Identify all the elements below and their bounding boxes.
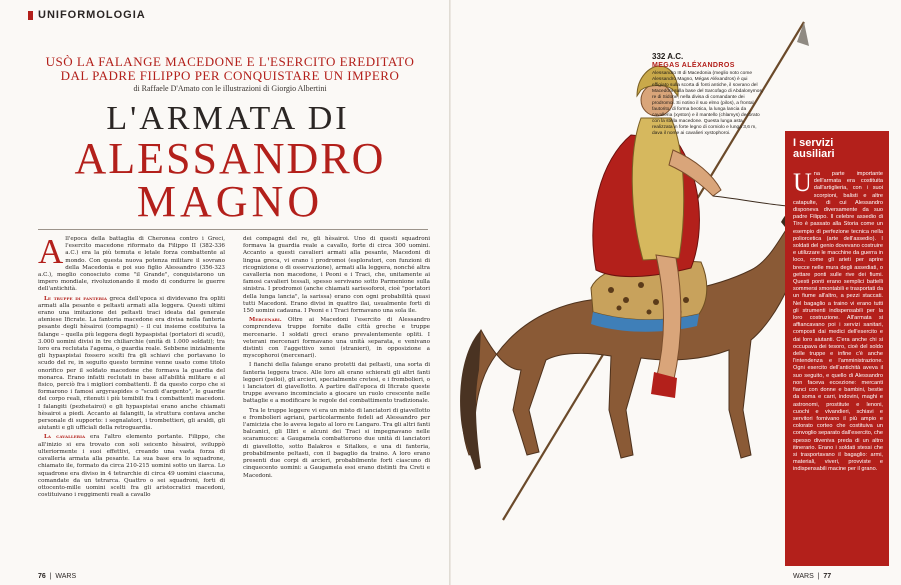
article-paragraph [38, 232, 225, 294]
sidebar-drop-cap: U [793, 168, 812, 197]
magazine-name-left: WARS [55, 573, 77, 580]
sidebar-title-line-2: ausiliari [793, 148, 835, 160]
sidebar-body [793, 168, 883, 474]
drop-cap: A [38, 232, 64, 271]
paragraph-lead: La cavalleria [44, 434, 86, 441]
title-line-3: MAGNO [136, 177, 324, 226]
article-text: ll'epoca della battaglia di Cheronea contro i Greci, l'esercito macedone riformato da Filippo II (382-336 a.C.) era la più temuta e letale forza combattente al mondo. Con questa nuova potenza militare il sovrano della Macedonia e poi suo figlio Alessandro (356-323 a.C.), meglio conosciuto come "il Grande", conquistarono un impero mondiale, rivoluzionando il modo di condurre le guerre dell'antichità. [38, 236, 225, 293]
title-divider [38, 229, 428, 230]
magazine-name-right: WARS [793, 573, 814, 580]
horse-tail-icon [460, 330, 481, 470]
paragraph-lead: Le truppe di fanteria [44, 295, 107, 302]
article-paragraph: I fianchi della falange erano protetti dai peltasti, una sorta di fanteria leggera trace. Alle loro ali erano schierati gli altri fanti leggeri (psiloi), gli arcieri, specialmente cretesi, e i frombolieri, o i lanciatori di giavellotto. A partire dall'epoca di Ificrate queste truppe avevano incominciato a giocare un ruolo crescente nelle battaglie e a modificare le regole del combattimento tradizionale. [243, 362, 430, 405]
caption-title: MEGAS ALÉXANDROS [652, 62, 735, 69]
paragraph-lead: Mercenari. [249, 317, 282, 324]
spear-tip-icon [797, 22, 809, 46]
article-paragraph [243, 317, 430, 360]
sidebar-title [793, 138, 889, 160]
article-paragraph [38, 296, 225, 433]
article-subtitle [30, 55, 430, 83]
illustration-caption [652, 52, 764, 137]
caption-date: 332 A.C. [652, 52, 684, 61]
title-line-2: ALESSANDRO [74, 134, 386, 183]
article-column-1 [38, 232, 225, 501]
article-paragraph: Tra le truppe leggere vi era un misto di lanciatori di giavellotto e frombolieri agriani, particolarmente fedeli ad Alessandro per l'amicizia che lo aveva legato al loro re Langaro. Tra gli altri fanti balcanici, gli Illiri e alcuni dei Traci si impegnavano nelle scaramucce: a Gaugamela combatterono due unità di lanciatori di giavellotto, sotto Balakros e Sitalkes, e una di fanteria, probabilmente peltasti, con il bagaglio da traino. A loro erano presenti due corpi di arcieri, probabilmente forti ciascuno di cinquecento uomini: a Gaugamela essi erano distinti fra Creti e Macedoni. [243, 407, 430, 479]
article-paragraph: dei compagni del re, gli hèsairoi. Uno di questi squadroni formava la guardia reale a cavallo, forte di circa 300 uomini. Accanto a questi cavalieri armati alla pesante, Macedoni di lingua greca, vi erano i prodromoi (esploratori, con funzioni di ricognizione o di osservazione), armati alla leggera, nonché altra cavalleria non macedone, i Peoni e i Traci, che, unitamente ai famosi cavalieri tessali, spesso servivano sotto Parmenione sulla sinistra. I prodromoi (anche chiamati sarissoforoi, cioè "portatori della lunga lancia", la sarissa) erano con ogni probabilità quasi tutti Macedoni. Erano divisi in quattro ilai, usualmente forti di 150 uomini cadauna. I Peoni e i Traci formavano una sola ile. [243, 236, 430, 315]
sidebar-title-line-1: I servizi [793, 137, 834, 149]
folio-right: WARS | 77 [793, 573, 832, 580]
folio-left: 76 | WARS [38, 573, 77, 580]
title-line-1: L'ARMATA DI [106, 100, 350, 137]
section-tag: UNIFORMOLOGIA [38, 9, 146, 21]
caption-text: Alessandro III di Macedonia (meglio noto come Alessandro Magno, Mégas Aléxandros) è qui effigiato sulla scorta di fonti antiche, il sovrano del Macedoni sulla base del Sarcofago di Abdalonymos, re di Sidone, nella divisa di comandante dei prodromoi. Si notino il suo elmo (pilos), a frontal fautorito, di forma beotica, la lunga lancia da cavalleria (xyston) e il mantello (chlamys) decorato con la stella macedone. Questa lunga asta, realizzata in forte legno di corniolo e lunga 3,6 m, dava il nome ai cavalieri xystophoroi. [652, 71, 764, 136]
article-paragraph [38, 434, 225, 499]
page-number-left: 76 [38, 573, 46, 580]
article-text: Oltre ai Macedoni l'esercito di Alessandro comprendeva truppe fornite dalle città greche e truppe mercenarie. I soldati greci erano prevalentemente opliti. I veterani mercenari formavano una unità separata, e venivano distinti con l'aggettivo xenoi (stranieri), in opposizione a myscophoroi (mercenari). [243, 317, 430, 360]
subtitle-line-2: DAL PADRE FILIPPO PER CONQUISTARE UN IMPERO [60, 68, 400, 83]
sidebar-box [785, 131, 889, 566]
byline: di Raffaele D'Amato con le illustrazioni di Giorgio Albertini [133, 84, 327, 93]
subtitle-line-1: USÒ LA FALANGE MACEDONE E L'ESERCITO EREDITATO [45, 54, 415, 69]
sidebar-text: na parte importante dell'armata era costituita dall'artiglieria, con i suoi scorpioni, balisti e altre catapulte, di cui Alessandro disponeva diversamente da suo padre Filippo. Il celebre assedio di Tiro è passato alla Storia come un esempio di perfezione tecnica nella poliorcetica (arte dell'assedio). I soldati del genio dovevano costruire e utilizzare le macchine da guerra in loco, come gli arieti per aprire brecce nelle mura degli assediati, o gettare ponti sulle rive dei fiumi. Questi ponti erano semplici battelli sommersi smontabili e trasportati da un fiume all'altro, a pezzi staccati. Nel bagaglio a traino vi erano tutti gli strumenti indispensabili per la loro costruzione. All'armata si affiancavano poi i servizi sanitari, composti dai medici dell'esercito e dai loro aiutanti. C'era anche chi si occupava dei tesoro, cioè del soldo delle truppe e infine c'è anche l'intendenza e l'amministrazione. Ogni esercito dell'antichità aveva il suo seguito, e quello di Alessandro non faceva eccezione: mercanti fianci con donne e bambini, bestie da soma e carri, indovini, maghi e astronomi, prostitute e lenoni, cuochi e vivandieri, schiavi e servitori fornivano il più ampio e colorato corteo che costituiva un convoglio separato dall'esercito, che spesso diveniva preda di un altro itinerario. Erano i soldati stessi che si trasportavano il bagaglio: armi, materiali, viveri, provviste e indispensabili macine per il grano. [793, 171, 883, 473]
article-column-2 [243, 236, 430, 482]
left-page [0, 0, 450, 585]
page-number-right: 77 [823, 573, 832, 580]
right-page [451, 0, 901, 585]
rider-tunic-icon [632, 118, 683, 260]
article-text: era l'altro elemento portante. Filippo, che all'inizio si era trovato con soli seicento hèsairoi, sviluppò ulteriormente i suoi effettivi, creando una vasta forza di cavalleria armata alla pesante. La sua base era lo squadrone, chiamato ile, formato da circa 210-215 uomini sotto un ilarca. Lo squadrone era diviso in 4 tetrarchie di circa 49 uomini ciascuna, comandate da un tetrarca. Quattro o sei squadroni, forti di ottocento-mille uomini scelti fra gli aristocratici macedoni, costituivano i reggimenti reali a cavallo [38, 434, 225, 499]
article-text: greca dell'epoca si dividevano fra opliti armati alla pesante e peltasti armati alla leggera. Questi ultimi erano una imitazione dei peltasti traci ideata dal generale ateniese Ificrate. La fanteria macedone era divisa nella fanteria pesante degli hèsairoi (compagni) – il cui insieme costituiva la falange – quella più leggera degli hypaspistai (portatori di scudi), 3.000 uomini divisi in tre chiliarchie (unità di 1.000 soldati); tra loro era reclutata l'agema, o guardia reale. Sebbene inizialmente gli hypaspistai fossero scelti fra gli schiavi che portavano lo scudo del re, in seguito questo termine venne usato come titolo onorifico per il soldato macedone che formava la guardia del monarca. Erano infatti reclutati in base all'abilità militare e al fisico, perciò fra i migliori combattenti. È da questo corpo che si formarono i famosi argyraspides o "scudi d'argento", le guardie del corpo reali, ritenuti i più temibili fra i combattenti macedoni. I falangiti (pezhetairoi) e gli hypaspistai erano anche chiamati hèsairoi a piedi. Accanto ai falangiti, la struttura contava anche personale di supporto: i segnalatori, i trombettieri, gli araldi, gli aiutanti e gli ufficiali della retroguardia. [38, 295, 225, 432]
